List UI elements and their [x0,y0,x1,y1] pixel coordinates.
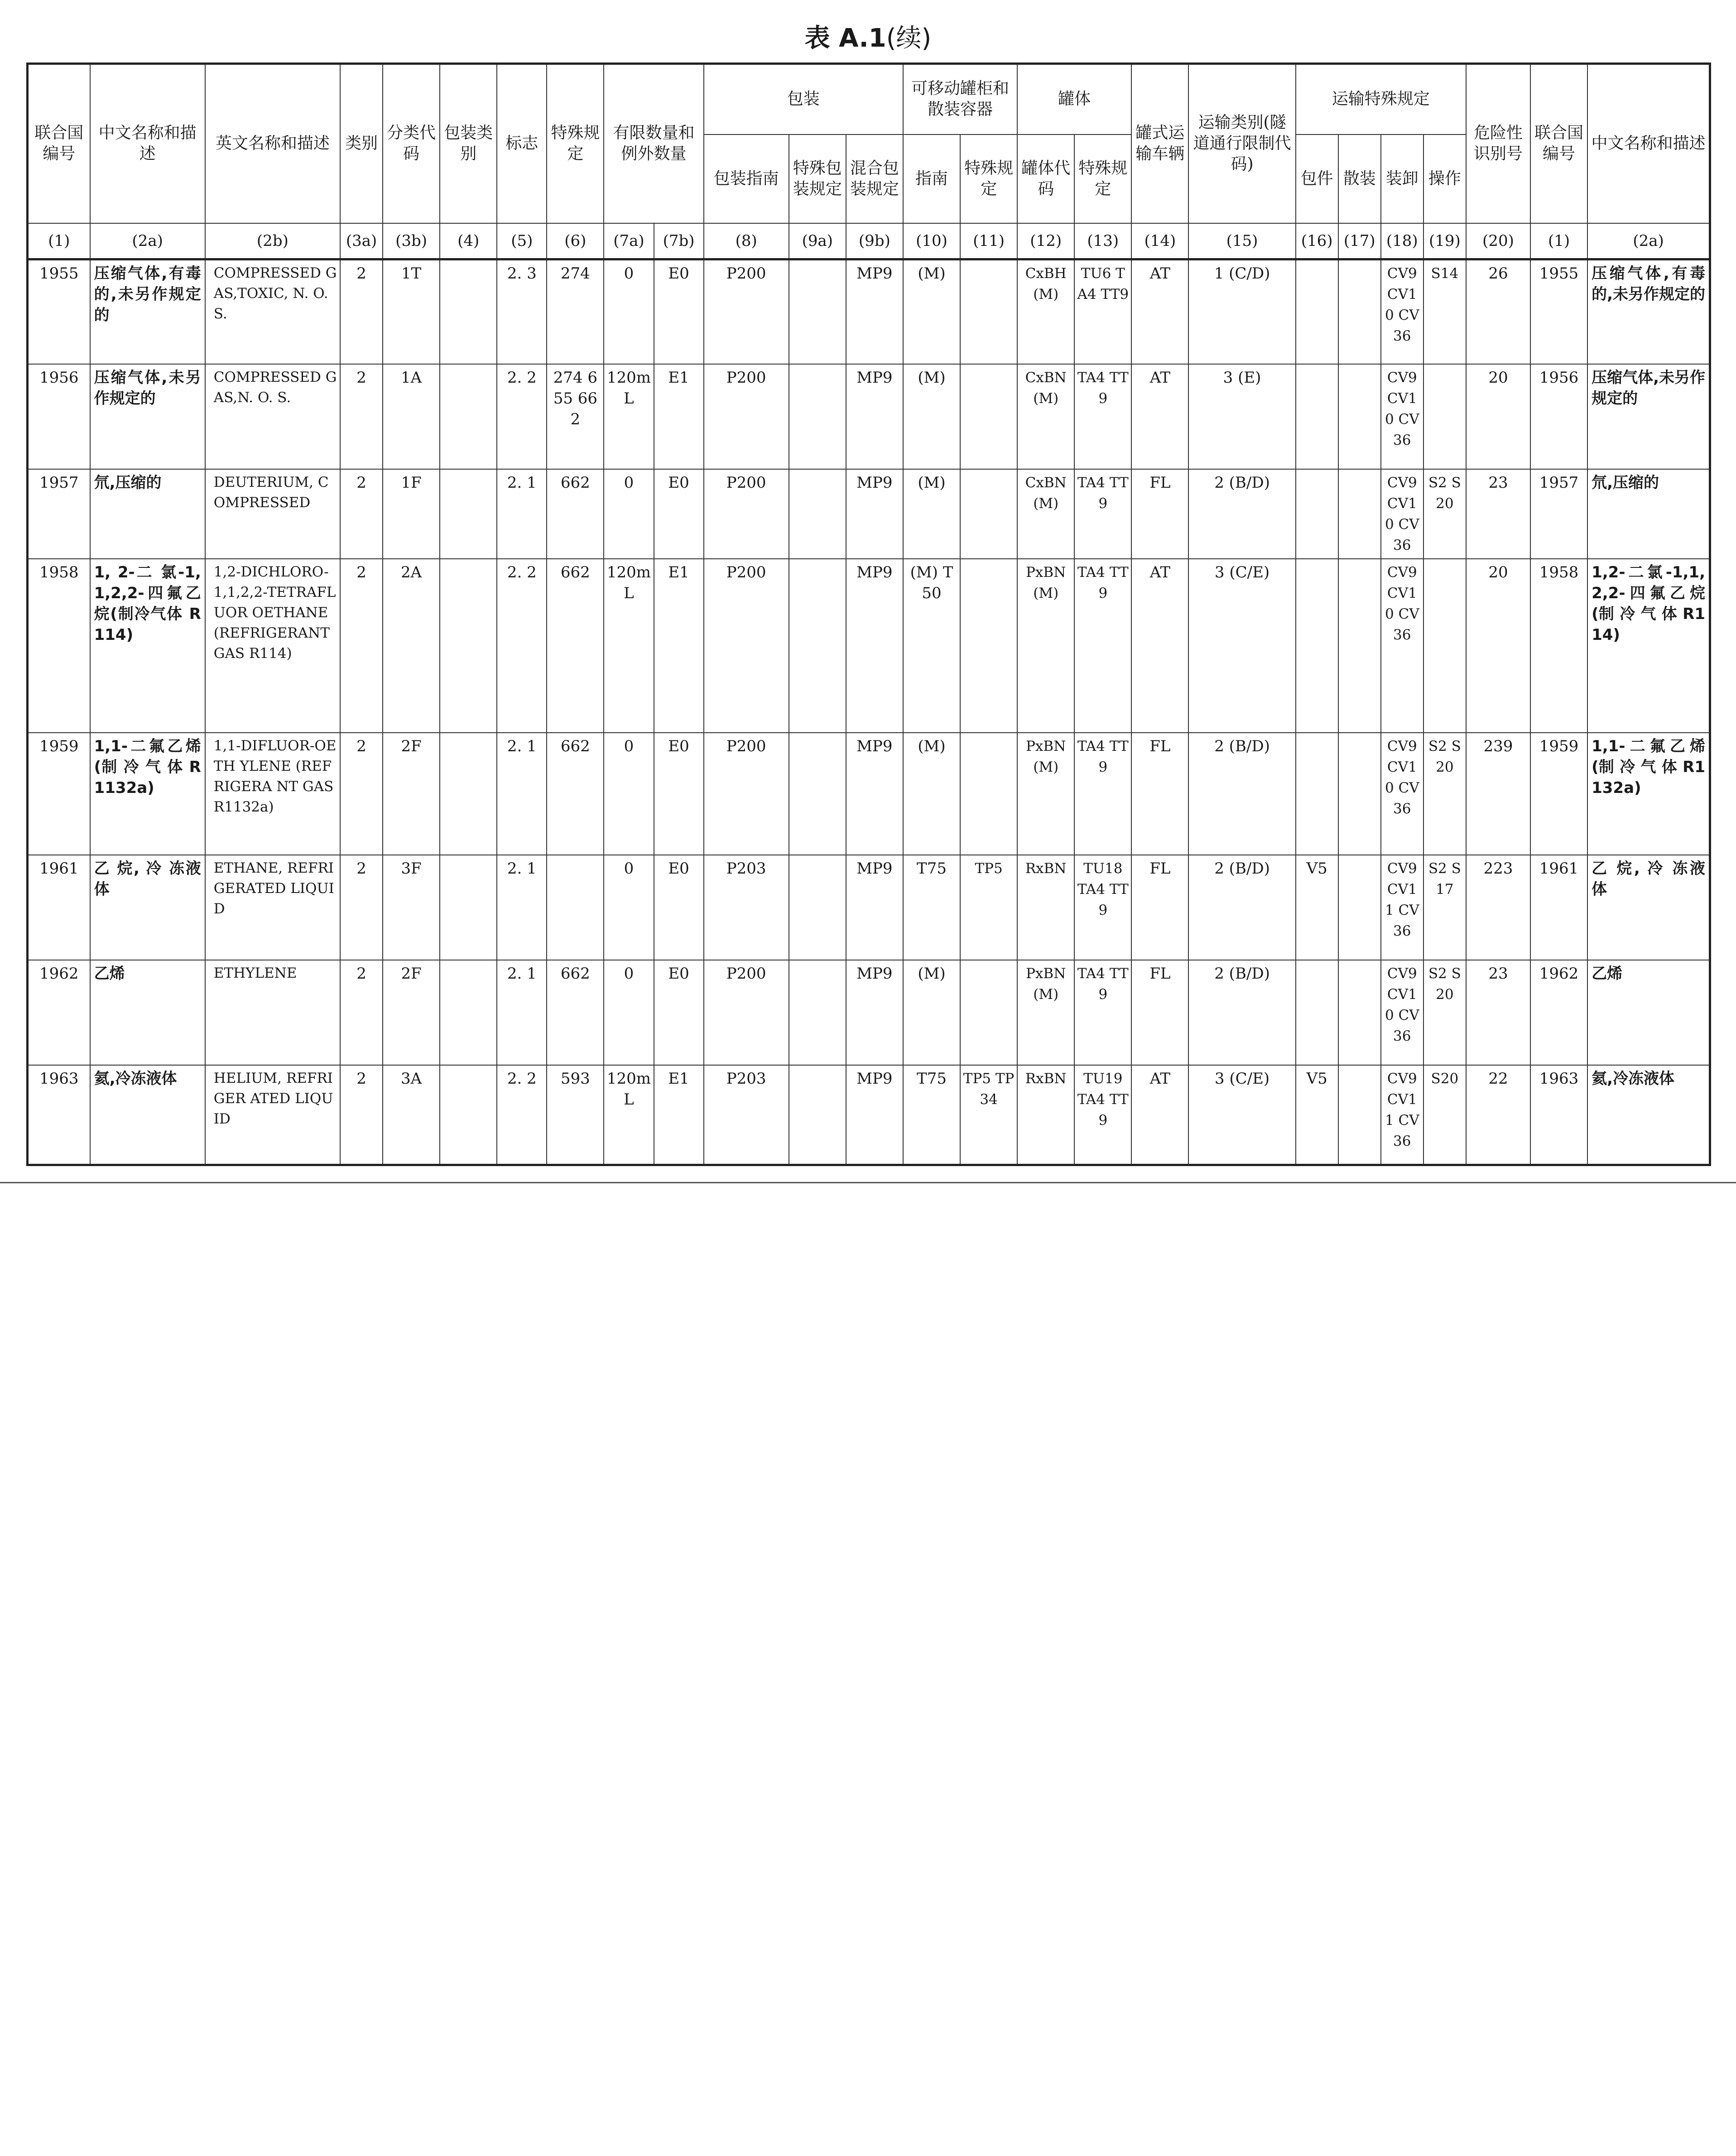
cell-tank-special: TA4 TT9 [1074,733,1131,855]
cell-tank-code: CxBN (M) [1017,469,1074,559]
cell-label: 2. 1 [497,469,547,559]
cell-mixed-packing: MP9 [846,733,903,855]
cell-mixed-packing: MP9 [846,1065,903,1165]
page-divider [0,1182,1736,1183]
cell-carriage-packages [1296,559,1338,733]
cell-special-packing [789,559,846,733]
cell-packing-group [440,960,497,1065]
cell-limited-quantity: 0 [604,855,654,960]
cell-name-en: 1,1-DIFLUOR-OETH YLENE (REFRIGERA NT GAS R1132a) [205,733,340,855]
cell-special-packing [789,259,846,364]
cell-un-number-right: 1961 [1530,855,1587,960]
cell-name-zh-right: 乙烯 [1587,960,1710,1065]
cell-carriage-bulk [1338,1065,1381,1165]
cell-mixed-packing: MP9 [846,855,903,960]
cell-excepted-quantity: E0 [654,259,704,364]
cell-excepted-quantity: E0 [654,469,704,559]
cell-classification-code: 3A [383,1065,440,1165]
cell-un-number: 1955 [28,259,90,364]
cell-un-number: 1963 [28,1065,90,1165]
cell-carriage-loading: CV9 CV10 CV36 [1381,960,1423,1065]
cell-packing-instruction: P200 [704,733,789,855]
table-row [28,855,1710,960]
column-number: (13) [1074,223,1131,259]
cell-packing-group [440,469,497,559]
cell-tank-code: CxBN (M) [1017,364,1074,469]
table-header [28,64,1710,259]
cell-packing-group [440,733,497,855]
cell-carriage-bulk [1338,559,1381,733]
table-row [28,960,1710,1065]
header-tank: 罐体 [1017,64,1131,134]
cell-packing-group [440,559,497,733]
cell-name-zh: 乙烯 [90,960,205,1065]
column-number: (5) [497,223,547,259]
cell-carriage-bulk [1338,364,1381,469]
header-un-no-right: 联合国编号 [1530,64,1587,223]
cell-name-zh: 乙 烷, 冷 冻液体 [90,855,205,960]
table-row [28,733,1710,855]
column-number: (14) [1131,223,1188,259]
header-pt-instruction: 指南 [903,134,960,223]
cell-carriage-operation: S2 S20 [1423,733,1466,855]
column-number: (7b) [654,223,704,259]
column-number: (9a) [789,223,846,259]
dangerous-goods-table [26,62,1711,1166]
table-title-continued: (续) [886,24,932,53]
cell-carriage-packages: V5 [1296,855,1338,960]
table-row [28,1065,1710,1165]
header-tank-code: 罐体代码 [1017,134,1074,223]
column-number: (2a) [1587,223,1710,259]
cell-un-number-right: 1963 [1530,1065,1587,1165]
header-class-code: 分类代码 [383,64,440,223]
column-number: (4) [440,223,497,259]
cell-label: 2. 2 [497,364,547,469]
cell-carriage-loading: CV9 CV10 CV36 [1381,559,1423,733]
cell-special-packing [789,1065,846,1165]
header-operation: 操作 [1423,134,1466,223]
cell-classification-code: 2A [383,559,440,733]
column-number: (16) [1296,223,1338,259]
column-number: (8) [704,223,789,259]
header-loading: 装卸 [1381,134,1423,223]
cell-transport-category: 2 (B/D) [1188,855,1295,960]
cell-tank-special: TA4 TT9 [1074,469,1131,559]
cell-carriage-loading: CV9 CV10 CV36 [1381,259,1423,364]
cell-classification-code: 2F [383,733,440,855]
header-packing-instruction: 包装指南 [704,134,789,223]
cell-mixed-packing: MP9 [846,259,903,364]
cell-carriage-operation: S2 S20 [1423,960,1466,1065]
cell-special-provisions: 274 655 662 [547,364,604,469]
cell-packing-instruction: P200 [704,559,789,733]
column-number: (7a) [604,223,654,259]
cell-un-number: 1956 [28,364,90,469]
cell-portable-tank-instruction: T75 [903,855,960,960]
cell-classification-code: 1T [383,259,440,364]
cell-carriage-loading: CV9 CV10 CV36 [1381,364,1423,469]
cell-packing-instruction: P203 [704,1065,789,1165]
column-number: (10) [903,223,960,259]
column-number: (17) [1338,223,1381,259]
cell-special-packing [789,733,846,855]
column-number: (1) [1530,223,1587,259]
cell-un-number: 1959 [28,733,90,855]
cell-tank-vehicle: AT [1131,259,1188,364]
cell-classification-code: 1A [383,364,440,469]
cell-excepted-quantity: E0 [654,960,704,1065]
cell-carriage-loading: CV9 CV11 CV36 [1381,855,1423,960]
cell-label: 2. 1 [497,733,547,855]
cell-packing-group [440,1065,497,1165]
cell-un-number-right: 1957 [1530,469,1587,559]
cell-carriage-bulk [1338,259,1381,364]
table-row [28,559,1710,733]
table-row [28,364,1710,469]
cell-packing-instruction: P200 [704,960,789,1065]
cell-special-provisions: 274 [547,259,604,364]
cell-name-zh-right: 氦,冷冻液体 [1587,1065,1710,1165]
cell-name-zh-right: 1,2-二氯-1,1, 2,2-四氟乙烷 (制 冷 气 体 R114) [1587,559,1710,733]
cell-classification-code: 3F [383,855,440,960]
table-body [28,259,1710,1165]
column-number: (19) [1423,223,1466,259]
cell-portable-tank-special: TP5 [960,855,1017,960]
cell-limited-quantity: 120mL [604,559,654,733]
cell-name-en: HELIUM, REFRIGER ATED LIQUID [205,1065,340,1165]
cell-hazard-id: 23 [1466,469,1530,559]
cell-un-number: 1958 [28,559,90,733]
cell-mixed-packing: MP9 [846,960,903,1065]
cell-special-packing [789,469,846,559]
cell-carriage-loading: CV9 CV10 CV36 [1381,469,1423,559]
cell-packing-group [440,259,497,364]
cell-tank-vehicle: FL [1131,960,1188,1065]
header-hazard-id: 危险性识别号 [1466,64,1530,223]
cell-tank-code: CxBH (M) [1017,259,1074,364]
cell-portable-tank-special [960,364,1017,469]
cell-tank-special: TA4 TT9 [1074,559,1131,733]
column-number: (12) [1017,223,1074,259]
cell-carriage-packages [1296,259,1338,364]
header-tank-vehicle: 罐式运输车辆 [1131,64,1188,223]
cell-mixed-packing: MP9 [846,469,903,559]
cell-class: 2 [340,733,383,855]
cell-class: 2 [340,960,383,1065]
cell-tank-code: PxBN (M) [1017,559,1074,733]
header-bulk: 散装 [1338,134,1381,223]
table-row [28,469,1710,559]
column-number: (15) [1188,223,1295,259]
cell-name-en: 1,2-DICHLORO-1,1,2,2-TETRAFLUOR OETHANE (REFRIGERANT GAS R114) [205,559,340,733]
header-limited-quantity: 有限数量和例外数量 [604,64,703,223]
cell-carriage-loading: CV9 CV11 CV36 [1381,1065,1423,1165]
cell-limited-quantity: 120mL [604,1065,654,1165]
header-labels: 标志 [497,64,547,223]
cell-portable-tank-instruction: (M) [903,469,960,559]
cell-tank-special: TA4 TT9 [1074,364,1131,469]
cell-tank-special: TU6 TA4 TT9 [1074,259,1131,364]
cell-special-packing [789,960,846,1065]
cell-name-zh-right: 氘,压缩的 [1587,469,1710,559]
cell-carriage-packages: V5 [1296,1065,1338,1165]
cell-transport-category: 3 (C/E) [1188,559,1295,733]
cell-excepted-quantity: E1 [654,364,704,469]
cell-transport-category: 2 (B/D) [1188,733,1295,855]
cell-limited-quantity: 0 [604,259,654,364]
cell-portable-tank-special: TP5 TP34 [960,1065,1017,1165]
cell-name-zh: 1, 2-二 氯-1, 1,2,2-四氟乙烷(制冷气体 R114) [90,559,205,733]
column-number: (2a) [90,223,205,259]
cell-carriage-packages [1296,960,1338,1065]
header-class: 类别 [340,64,383,223]
cell-un-number-right: 1959 [1530,733,1587,855]
cell-carriage-operation: S14 [1423,259,1466,364]
header-name-zh: 中文名称和描述 [90,64,205,223]
cell-classification-code: 2F [383,960,440,1065]
cell-special-packing [789,364,846,469]
cell-class: 2 [340,559,383,733]
cell-hazard-id: 239 [1466,733,1530,855]
cell-label: 2. 1 [497,960,547,1065]
cell-transport-category: 3 (C/E) [1188,1065,1295,1165]
cell-hazard-id: 26 [1466,259,1530,364]
cell-tank-vehicle: FL [1131,855,1188,960]
cell-excepted-quantity: E0 [654,733,704,855]
cell-hazard-id: 223 [1466,855,1530,960]
cell-special-provisions: 662 [547,469,604,559]
cell-tank-special: TU19 TA4 TT9 [1074,1065,1131,1165]
header-transport-category: 运输类别(隧道通行限制代码) [1188,64,1295,223]
cell-class: 2 [340,259,383,364]
cell-tank-code: RxBN [1017,1065,1074,1165]
cell-transport-category: 1 (C/D) [1188,259,1295,364]
cell-name-zh: 1,1-二氟乙烯 (制 冷 气 体 R1132a) [90,733,205,855]
header-tank-special: 特殊规定 [1074,134,1131,223]
cell-mixed-packing: MP9 [846,364,903,469]
cell-limited-quantity: 120mL [604,364,654,469]
cell-carriage-bulk [1338,469,1381,559]
cell-portable-tank-special [960,259,1017,364]
cell-class: 2 [340,469,383,559]
cell-class: 2 [340,364,383,469]
cell-un-number-right: 1962 [1530,960,1587,1065]
cell-class: 2 [340,1065,383,1165]
cell-un-number: 1962 [28,960,90,1065]
cell-classification-code: 1F [383,469,440,559]
cell-name-en: ETHYLENE [205,960,340,1065]
cell-carriage-bulk [1338,960,1381,1065]
cell-name-zh-right: 压缩气体,有毒的,未另作规定的 [1587,259,1710,364]
cell-carriage-packages [1296,733,1338,855]
cell-special-provisions: 662 [547,960,604,1065]
cell-name-zh-right: 乙 烷, 冷 冻液体 [1587,855,1710,960]
cell-excepted-quantity: E1 [654,559,704,733]
cell-packing-instruction: P203 [704,855,789,960]
cell-hazard-id: 23 [1466,960,1530,1065]
cell-carriage-packages [1296,364,1338,469]
cell-tank-special: TA4 TT9 [1074,960,1131,1065]
header-packing-group: 包装类别 [440,64,497,223]
cell-tank-vehicle: AT [1131,1065,1188,1165]
cell-special-provisions: 593 [547,1065,604,1165]
cell-portable-tank-instruction: (M) [903,733,960,855]
cell-special-packing [789,855,846,960]
cell-carriage-packages [1296,469,1338,559]
cell-limited-quantity: 0 [604,733,654,855]
cell-packing-instruction: P200 [704,364,789,469]
cell-carriage-loading: CV9 CV10 CV36 [1381,733,1423,855]
cell-special-provisions: 662 [547,559,604,733]
cell-transport-category: 2 (B/D) [1188,469,1295,559]
cell-label: 2. 1 [497,855,547,960]
header-packaging: 包装 [704,64,903,134]
column-number: (11) [960,223,1017,259]
cell-name-zh: 压缩气体,未另作规定的 [90,364,205,469]
column-number: (20) [1466,223,1530,259]
cell-name-en: DEUTERIUM, COMPRESSED [205,469,340,559]
cell-portable-tank-special [960,960,1017,1065]
column-number: (9b) [846,223,903,259]
table-title-main: 表 A.1 [804,24,886,53]
cell-hazard-id: 20 [1466,364,1530,469]
cell-limited-quantity: 0 [604,469,654,559]
header-special-provisions-carriage: 运输特殊规定 [1296,64,1466,134]
cell-hazard-id: 20 [1466,559,1530,733]
header-packages: 包件 [1296,134,1338,223]
cell-tank-code: RxBN [1017,855,1074,960]
cell-packing-group [440,364,497,469]
cell-name-zh-right: 压缩气体,未另作规定的 [1587,364,1710,469]
cell-carriage-operation: S2 S20 [1423,469,1466,559]
cell-tank-special: TU18 TA4 TT9 [1074,855,1131,960]
column-number: (1) [28,223,90,259]
cell-class: 2 [340,855,383,960]
cell-tank-code: PxBN (M) [1017,733,1074,855]
column-number-row [28,223,1710,259]
cell-carriage-operation: S2 S17 [1423,855,1466,960]
cell-packing-instruction: P200 [704,259,789,364]
cell-un-number-right: 1958 [1530,559,1587,733]
cell-transport-category: 2 (B/D) [1188,960,1295,1065]
cell-label: 2. 2 [497,1065,547,1165]
cell-portable-tank-special [960,733,1017,855]
cell-carriage-operation: S20 [1423,1065,1466,1165]
cell-un-number-right: 1955 [1530,259,1587,364]
cell-carriage-bulk [1338,733,1381,855]
cell-limited-quantity: 0 [604,960,654,1065]
cell-tank-vehicle: FL [1131,469,1188,559]
cell-special-provisions: 662 [547,733,604,855]
cell-tank-vehicle: FL [1131,733,1188,855]
cell-label: 2. 2 [497,559,547,733]
cell-carriage-bulk [1338,855,1381,960]
cell-un-number: 1957 [28,469,90,559]
cell-mixed-packing: MP9 [846,559,903,733]
column-number: (18) [1381,223,1423,259]
cell-tank-vehicle: AT [1131,364,1188,469]
header-name-en: 英文名称和描述 [205,64,340,223]
cell-excepted-quantity: E0 [654,855,704,960]
header-un-no: 联合国编号 [28,64,90,223]
cell-excepted-quantity: E1 [654,1065,704,1165]
cell-hazard-id: 22 [1466,1065,1530,1165]
header-pt-special: 特殊规定 [960,134,1017,223]
cell-portable-tank-instruction: (M) [903,364,960,469]
table-title [0,18,1736,54]
column-number: (2b) [205,223,340,259]
table-row [28,259,1710,364]
column-number: (6) [547,223,604,259]
header-portable-tank: 可移动罐柜和散装容器 [903,64,1017,134]
header-special-provisions: 特殊规定 [547,64,604,223]
cell-tank-code: PxBN (M) [1017,960,1074,1065]
column-number: (3b) [383,223,440,259]
cell-name-zh: 氘,压缩的 [90,469,205,559]
cell-packing-group [440,855,497,960]
cell-name-zh-right: 1,1-二氟乙烯 (制 冷 气 体 R1132a) [1587,733,1710,855]
header-mixed-packing: 混合包装规定 [846,134,903,223]
cell-name-zh: 氦,冷冻液体 [90,1065,205,1165]
cell-tank-vehicle: AT [1131,559,1188,733]
cell-label: 2. 3 [497,259,547,364]
cell-portable-tank-special [960,559,1017,733]
cell-portable-tank-instruction: T75 [903,1065,960,1165]
cell-un-number: 1961 [28,855,90,960]
cell-portable-tank-special [960,469,1017,559]
column-number: (3a) [340,223,383,259]
cell-un-number-right: 1956 [1530,364,1587,469]
cell-name-en: ETHANE, REFRIGERATED LIQUID [205,855,340,960]
cell-carriage-operation [1423,559,1466,733]
header-name-zh-right: 中文名称和描述 [1587,64,1710,223]
cell-name-zh: 压缩气体,有毒的,未另作规定的 [90,259,205,364]
cell-name-en: COMPRESSED GAS,N. O. S. [205,364,340,469]
cell-special-provisions [547,855,604,960]
header-special-packing: 特殊包装规定 [789,134,846,223]
cell-portable-tank-instruction: (M) [903,259,960,364]
cell-transport-category: 3 (E) [1188,364,1295,469]
cell-packing-instruction: P200 [704,469,789,559]
cell-carriage-operation [1423,364,1466,469]
cell-portable-tank-instruction: (M) [903,960,960,1065]
cell-portable-tank-instruction: (M) T50 [903,559,960,733]
cell-name-en: COMPRESSED GAS,TOXIC, N. O. S. [205,259,340,364]
